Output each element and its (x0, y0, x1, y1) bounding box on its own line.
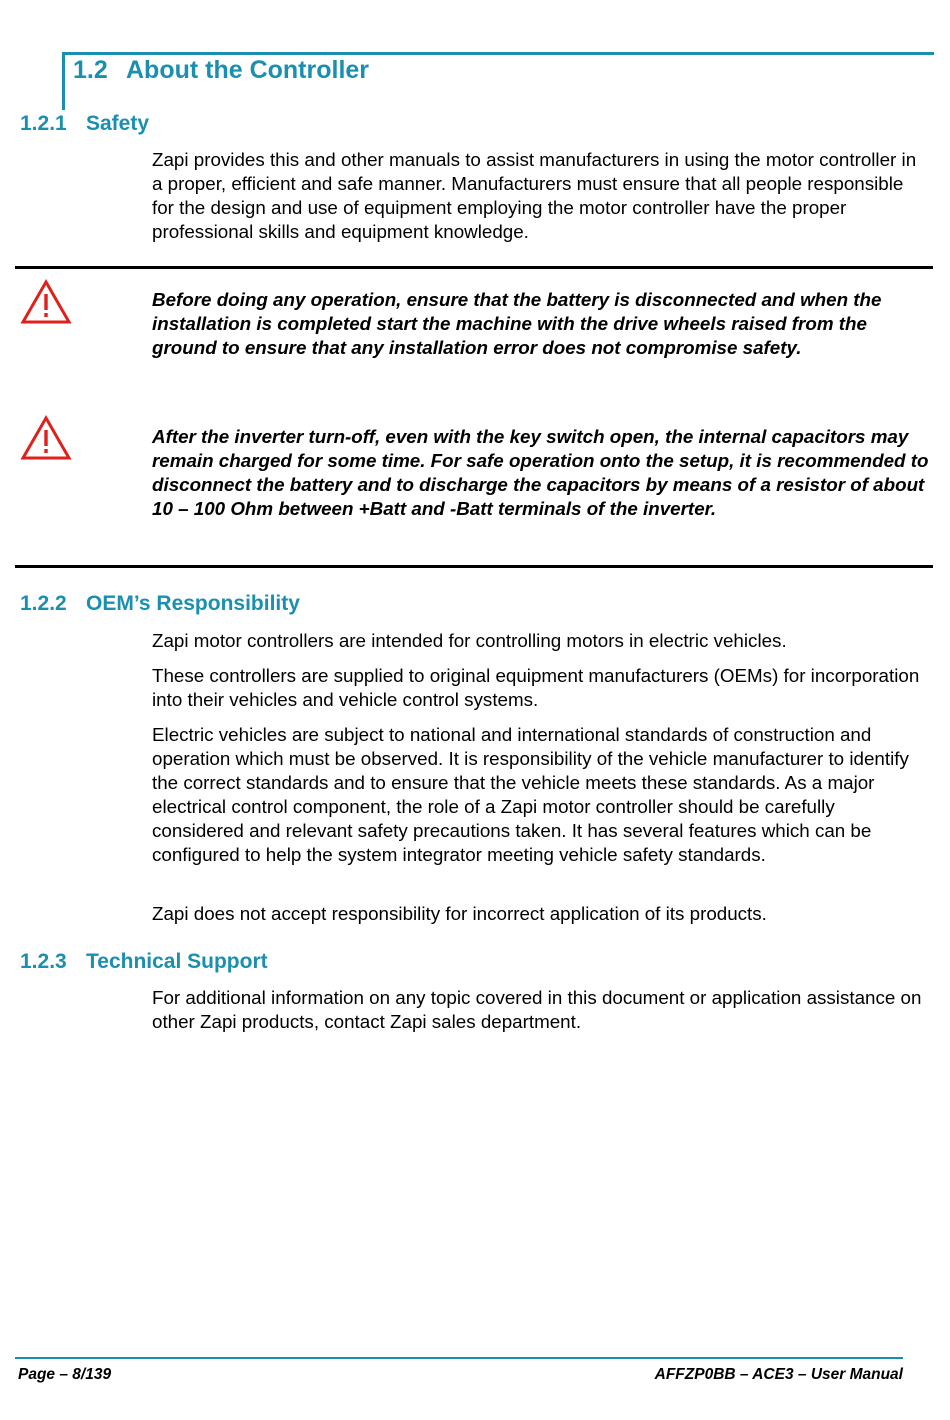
safety-number: 1.2.1 (20, 112, 67, 135)
section-heading (73, 56, 369, 85)
safety-heading (20, 112, 149, 136)
support-title: Technical Support (86, 950, 268, 973)
support-heading (20, 950, 268, 974)
oem-paragraph: Electric vehicles are subject to national and international standards of construction and operation which must be observed. It is responsibility of the vehicle manufacturer to identify the correct standards and to ensure that the vehicle meets these standards. As a major electrical control component, the role of a Zapi motor controller should be carefully considered and relevant safety precautions taken. It has several features which can be configured to help the system integrator meeting vehicle safety standards. (152, 724, 909, 865)
oem-number: 1.2.2 (20, 592, 67, 615)
oem-paragraph: Zapi does not accept responsibility for incorrect application of its products. (152, 903, 767, 924)
footer-rule (15, 1357, 903, 1359)
oem-paragraph: Zapi motor controllers are intended for controlling motors in electric vehicles. (152, 630, 787, 651)
support-number: 1.2.3 (20, 950, 67, 973)
oem-heading (20, 592, 300, 616)
warning-triangle-icon (20, 278, 72, 326)
page-number: Page – 8/139 (18, 1366, 112, 1383)
safety-intro: Zapi provides this and other manuals to assist manufacturers in using the motor controller in a proper, efficient and safe manner. Manufacturers must ensure that all people responsible for the design and use of equipment employing the motor controller have the proper professional skills and equipment knowledge. (152, 149, 917, 242)
section-frame-top (62, 52, 934, 55)
section-number: 1.2 (73, 56, 108, 84)
warning-text-battery: Before doing any operation, ensure that the battery is disconnected and when the installation is completed start the machine with the drive wheels raised from the ground to ensure that any installation error does not compromise safety. (152, 289, 882, 358)
section-title: About the Controller (126, 56, 370, 84)
safety-title: Safety (86, 112, 150, 135)
warning-text-capacitors: After the inverter turn-off, even with the key switch open, the internal capacitors may remain charged for some time. For safe operation onto the setup, it is recommended to disconnect the battery and to discharge the capacitors by means of a resistor of about 10 – 100 Ohm between +Batt and -Batt terminals of the inverter. (152, 426, 929, 519)
oem-title: OEM’s Responsibility (86, 592, 300, 615)
oem-paragraph: These controllers are supplied to original equipment manufacturers (OEMs) for incorporation into their vehicles and vehicle control systems. (152, 665, 920, 710)
warning-box-bottom-rule (15, 565, 933, 568)
document-title: AFFZP0BB – ACE3 – User Manual (654, 1366, 903, 1383)
warning-box-top-rule (15, 266, 933, 269)
warning-triangle-icon (20, 414, 72, 462)
support-text: For additional information on any topic covered in this document or application assistance on other Zapi products, contact Zapi sales department. (152, 987, 922, 1032)
section-frame-left (62, 52, 65, 110)
